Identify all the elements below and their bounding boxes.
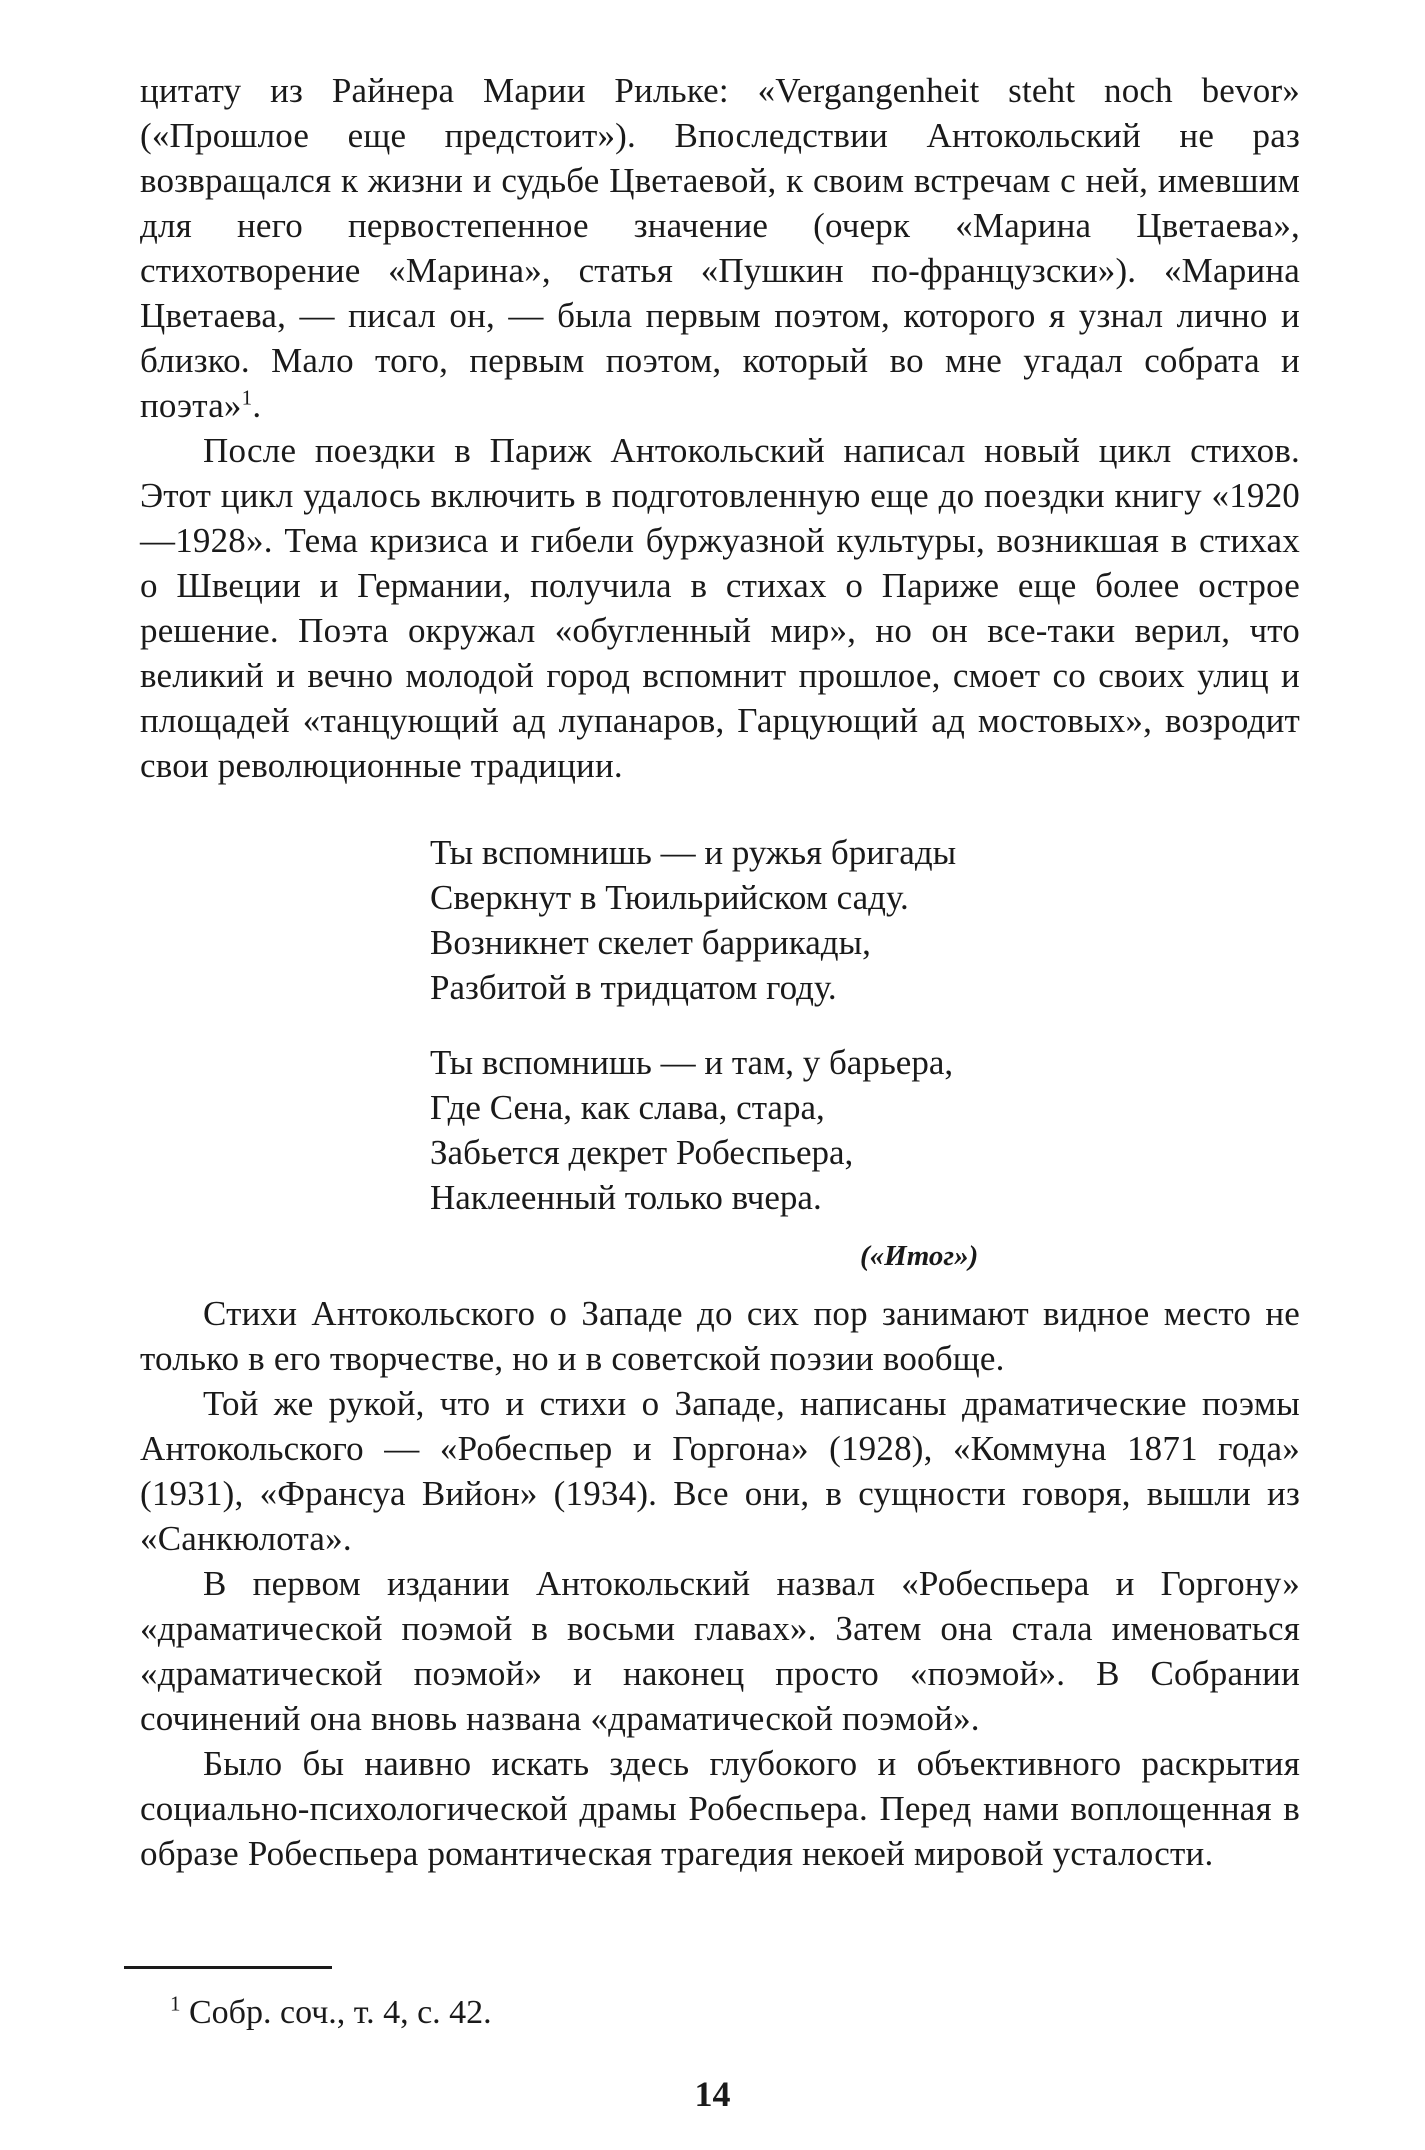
poem-line: Сверкнут в Тюильрийском саду.	[430, 878, 909, 917]
poem-line: Забьется декрет Робеспьера,	[430, 1133, 854, 1172]
poem-source: («Итог»)	[860, 1240, 979, 1272]
text-block-paris	[140, 428, 1300, 788]
poem-line: Где Сена, как слава, стара,	[430, 1088, 825, 1127]
poem-line: Ты вспомнишь — и там, у барьера,	[430, 1043, 954, 1082]
paragraph-text: цитату из Райнера Марии Рильке: «Vergangenheit steht noch bevor» («Прошлое еще предстоит»). Впоследствии Антокольский не раз возвращался к жизни и судьбе Цветаевой, к своим встречам с ней, имевшим для него первостепенное значение (очерк «Марина Цветаева», стихотворение «Марина», статья «Пушкин по-французски»). «Марина Цветаева, — писал он, — была первым поэтом, которого я узнал лично и близко. Мало того, первым поэтом, который во мне угадал собрата и поэта»	[140, 71, 1300, 425]
poem-line: Наклеенный только вчера.	[430, 1178, 822, 1217]
paragraph: Стихи Антокольского о Западе до сих пор занимают видное место не только в его творчестве, но и в советской поэзии вообще.	[140, 1294, 1300, 1378]
paragraph: Той же рукой, что и стихи о Западе, написаны драматические поэмы Антокольского — «Робеспьер и Горгона» (1928), «Коммуна 1871 года» (1931), «Франсуа Вийон» (1934). Все они, в сущности говоря, вышли из «Санкюлота».	[140, 1384, 1300, 1558]
sentence-end: .	[252, 386, 262, 425]
footnote	[170, 1990, 492, 2035]
poem-line: Возникнет скелет баррикады,	[430, 923, 871, 962]
poem-stanza-1	[430, 830, 1070, 1010]
footnote-text: Собр. соч., т. 4, с. 42.	[189, 1994, 492, 2031]
paragraph: В первом издании Антокольский назвал «Робеспьера и Горгону» «драматической поэмой в восьми главах». Затем она стала именоваться «драматической поэмой» и наконец просто «поэмой». В Собрании сочинений она вновь названа «драматической поэмой».	[140, 1564, 1300, 1738]
footnote-reference: 1	[241, 385, 253, 410]
footnote-marker: 1	[170, 1991, 181, 2016]
text-block-top	[140, 68, 1300, 428]
poem-line: Разбитой в тридцатом году.	[430, 968, 837, 1007]
paragraph: После поездки в Париж Антокольский написал новый цикл стихов. Этот цикл удалось включить в подготовленную еще до поездки книгу «1920—1928». Тема кризиса и гибели буржуазной культуры, возникшая в стихах о Швеции и Германии, получила в стихах о Париже еще более острое решение. Поэта окружал «обугленный мир», но он все-таки верил, что великий и вечно молодой город вспомнит прошлое, смоет со своих улиц и площадей «танцующий ад лупанаров, Гарцующий ад мостовых», возродит свои революционные традиции.	[140, 431, 1300, 785]
paragraph: Было бы наивно искать здесь глубокого и объективного раскрытия социально-психологической драмы Робеспьера. Перед нами воплощенная в образе Робеспьера романтическая трагедия некоей мировой усталости.	[140, 1744, 1300, 1873]
text-block-bottom	[140, 1291, 1300, 1876]
footnote-divider	[124, 1966, 332, 1969]
paragraph	[140, 68, 1300, 428]
poem-stanza-2	[430, 1040, 1070, 1220]
page-number: 14	[694, 2074, 731, 2114]
poem-line: Ты вспомнишь — и ружья бригады	[430, 833, 957, 872]
